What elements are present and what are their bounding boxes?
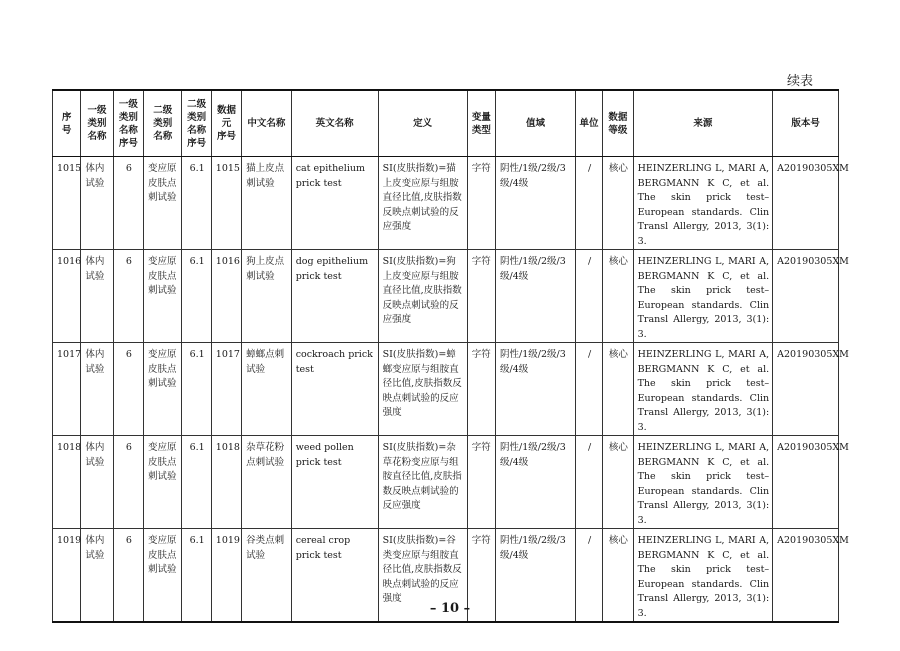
cell-l2-name: 变应原皮肤点刺试验 xyxy=(144,529,182,623)
cell-element-seq: 1016 xyxy=(211,250,241,343)
cell-source: HEINZERLING L, MARI A, BERGMANN K C, et al. The skin prick test–European standards. Clin Transl Allergy, 2013, 3(1): 3. xyxy=(633,436,773,529)
cell-source: HEINZERLING L, MARI A, BERGMANN K C, et al. The skin prick test–European standards. Clin Transl Allergy, 2013, 3(1): 3. xyxy=(633,250,773,343)
cell-level: 核心 xyxy=(603,436,633,529)
header-range xyxy=(496,90,576,157)
cell-level: 核心 xyxy=(603,529,633,623)
cell-range: 阴性/1级/2级/3级/4级 xyxy=(496,436,576,529)
header-line: 定义 xyxy=(413,118,433,129)
cell-unit: / xyxy=(575,250,602,343)
cell-l1-seq: 6 xyxy=(113,343,143,436)
cell-l2-seq: 6.1 xyxy=(182,250,211,343)
cell-var-type: 字符 xyxy=(467,343,495,436)
header-seq xyxy=(53,90,81,157)
header-line: 类型 xyxy=(471,124,491,136)
cell-en-name: weed pollen prick test xyxy=(291,436,378,529)
cell-l2-name: 变应原皮肤点刺试验 xyxy=(144,250,182,343)
cell-definition: SI(皮肤指数)=谷类变应原与组胺直径比值,皮肤指数反映点刺试验的反应强度 xyxy=(378,529,467,623)
cell-version: A20190305XM xyxy=(773,343,839,436)
cell-level: 核心 xyxy=(603,157,633,250)
cell-source: HEINZERLING L, MARI A, BERGMANN K C, et al. The skin prick test–European standards. Clin Transl Allergy, 2013, 3(1): 3. xyxy=(633,157,773,250)
cell-version: A20190305XM xyxy=(773,529,839,623)
header-var-type xyxy=(467,90,495,157)
cell-l1-name: 体内试验 xyxy=(81,250,113,343)
cell-source: HEINZERLING L, MARI A, BERGMANN K C, et al. The skin prick test–European standards. Clin Transl Allergy, 2013, 3(1): 3. xyxy=(633,343,773,436)
header-line: 类别 xyxy=(118,111,138,123)
cell-cn-name: 谷类点刺试验 xyxy=(242,529,292,623)
cell-l1-name: 体内试验 xyxy=(81,343,113,436)
cell-cn-name: 狗上皮点刺试验 xyxy=(242,250,292,343)
cell-l2-seq: 6.1 xyxy=(182,157,211,250)
header-line: 名称 xyxy=(187,124,207,136)
cell-element-seq: 1018 xyxy=(211,436,241,529)
cell-l2-seq: 6.1 xyxy=(182,343,211,436)
cell-l2-name: 变应原皮肤点刺试验 xyxy=(144,157,182,250)
header-line: 数据 xyxy=(216,105,236,116)
cell-cn-name: 猫上皮点刺试验 xyxy=(242,157,292,250)
continued-label: 续表 xyxy=(787,74,814,89)
cell-seq: 1017 xyxy=(53,343,81,436)
cell-range: 阴性/1级/2级/3级/4级 xyxy=(496,529,576,623)
header-line: 数据 xyxy=(608,111,628,123)
data-element-table xyxy=(52,89,849,623)
cell-l1-seq: 6 xyxy=(113,529,143,623)
cell-range: 阴性/1级/2级/3级/4级 xyxy=(496,343,576,436)
cell-l2-name: 变应原皮肤点刺试验 xyxy=(144,343,182,436)
cell-l1-name: 体内试验 xyxy=(81,436,113,529)
header-line: 序 xyxy=(61,111,72,123)
table-header-row xyxy=(53,90,839,157)
cell-definition: SI(皮肤指数)=猫上皮变应原与组胺直径比值,皮肤指数反映点刺试验的反应强度 xyxy=(378,157,467,250)
header-line: 中文名称 xyxy=(247,118,286,129)
header-line: 二级 xyxy=(187,98,207,110)
cell-var-type: 字符 xyxy=(467,250,495,343)
header-line: 序号 xyxy=(216,131,236,142)
cell-var-type: 字符 xyxy=(467,436,495,529)
header-line: 二级 xyxy=(153,105,173,116)
cell-unit: / xyxy=(575,157,602,250)
cell-range: 阴性/1级/2级/3级/4级 xyxy=(496,250,576,343)
header-line: 名称 xyxy=(153,131,173,142)
cell-seq: 1019 xyxy=(53,529,81,623)
header-line: 一级 xyxy=(87,105,107,116)
header-l1-seq xyxy=(113,90,143,157)
header-line: 变量 xyxy=(471,111,491,123)
header-element-seq xyxy=(211,90,241,157)
cell-level: 核心 xyxy=(603,343,633,436)
header-source xyxy=(633,90,773,157)
table-row xyxy=(53,343,839,436)
cell-unit: / xyxy=(575,343,602,436)
cell-en-name: cereal crop prick test xyxy=(291,529,378,623)
header-line: 值域 xyxy=(525,118,545,129)
cell-element-seq: 1015 xyxy=(211,157,241,250)
header-l1-name xyxy=(81,90,113,157)
cell-element-seq: 1019 xyxy=(211,529,241,623)
page-number: – 10 – xyxy=(429,601,471,616)
header-line: 序号 xyxy=(187,137,207,149)
cell-definition: SI(皮肤指数)=杂草花粉变应原与组胺直径比值,皮肤指数反映点刺试验的反应强度 xyxy=(378,436,467,529)
header-line: 序号 xyxy=(118,137,138,149)
cell-element-seq: 1017 xyxy=(211,343,241,436)
cell-cn-name: 杂草花粉点刺试验 xyxy=(242,436,292,529)
table-row xyxy=(53,436,839,529)
cell-var-type: 字符 xyxy=(467,529,495,623)
cell-definition: SI(皮肤指数)=蟑螂变应原与组胺直径比值,皮肤指数反映点刺试验的反应强度 xyxy=(378,343,467,436)
cell-version: A20190305XM xyxy=(773,157,839,250)
header-line: 版本号 xyxy=(791,118,820,129)
header-definition xyxy=(378,90,467,157)
cell-definition: SI(皮肤指数)=狗上皮变应原与组胺直径比值,皮肤指数反映点刺试验的反应强度 xyxy=(378,250,467,343)
cell-en-name: dog epithelium prick test xyxy=(291,250,378,343)
header-line: 类别 xyxy=(153,118,173,129)
cell-unit: / xyxy=(575,529,602,623)
header-line: 名称 xyxy=(87,131,107,142)
cell-range: 阴性/1级/2级/3级/4级 xyxy=(496,157,576,250)
header-line: 等级 xyxy=(608,124,628,136)
header-line: 名称 xyxy=(118,124,138,136)
cell-l2-seq: 6.1 xyxy=(182,436,211,529)
cell-version: A20190305XM xyxy=(773,436,839,529)
table-row xyxy=(53,157,839,250)
cell-l1-seq: 6 xyxy=(113,436,143,529)
cell-seq: 1016 xyxy=(53,250,81,343)
cell-l1-name: 体内试验 xyxy=(81,157,113,250)
header-l2-seq xyxy=(182,90,211,157)
header-cn-name xyxy=(242,90,292,157)
header-version xyxy=(773,90,839,157)
cell-l1-seq: 6 xyxy=(113,157,143,250)
header-line: 来源 xyxy=(693,118,713,129)
header-unit xyxy=(575,90,602,157)
cell-cn-name: 蟑螂点刺试验 xyxy=(242,343,292,436)
header-line: 一级 xyxy=(118,98,138,110)
table-row xyxy=(53,250,839,343)
cell-seq: 1015 xyxy=(53,157,81,250)
cell-l2-seq: 6.1 xyxy=(182,529,211,623)
header-level xyxy=(603,90,633,157)
cell-en-name: cockroach prick test xyxy=(291,343,378,436)
header-l2-name xyxy=(144,90,182,157)
cell-l2-name: 变应原皮肤点刺试验 xyxy=(144,436,182,529)
cell-var-type: 字符 xyxy=(467,157,495,250)
cell-l1-seq: 6 xyxy=(113,250,143,343)
cell-level: 核心 xyxy=(603,250,633,343)
header-line: 单位 xyxy=(579,118,599,129)
header-line: 元 xyxy=(221,118,232,129)
cell-version: A20190305XM xyxy=(773,250,839,343)
cell-source: HEINZERLING L, MARI A, BERGMANN K C, et al. The skin prick test–European standards. Clin Transl Allergy, 2013, 3(1): 3. xyxy=(633,529,773,623)
cell-seq: 1018 xyxy=(53,436,81,529)
cell-en-name: cat epithelium prick test xyxy=(291,157,378,250)
cell-unit: / xyxy=(575,436,602,529)
header-line: 号 xyxy=(61,124,72,136)
cell-l1-name: 体内试验 xyxy=(81,529,113,623)
header-en-name xyxy=(291,90,378,157)
header-line: 英文名称 xyxy=(315,118,354,129)
header-line: 类别 xyxy=(87,118,107,129)
header-line: 类别 xyxy=(187,111,207,123)
